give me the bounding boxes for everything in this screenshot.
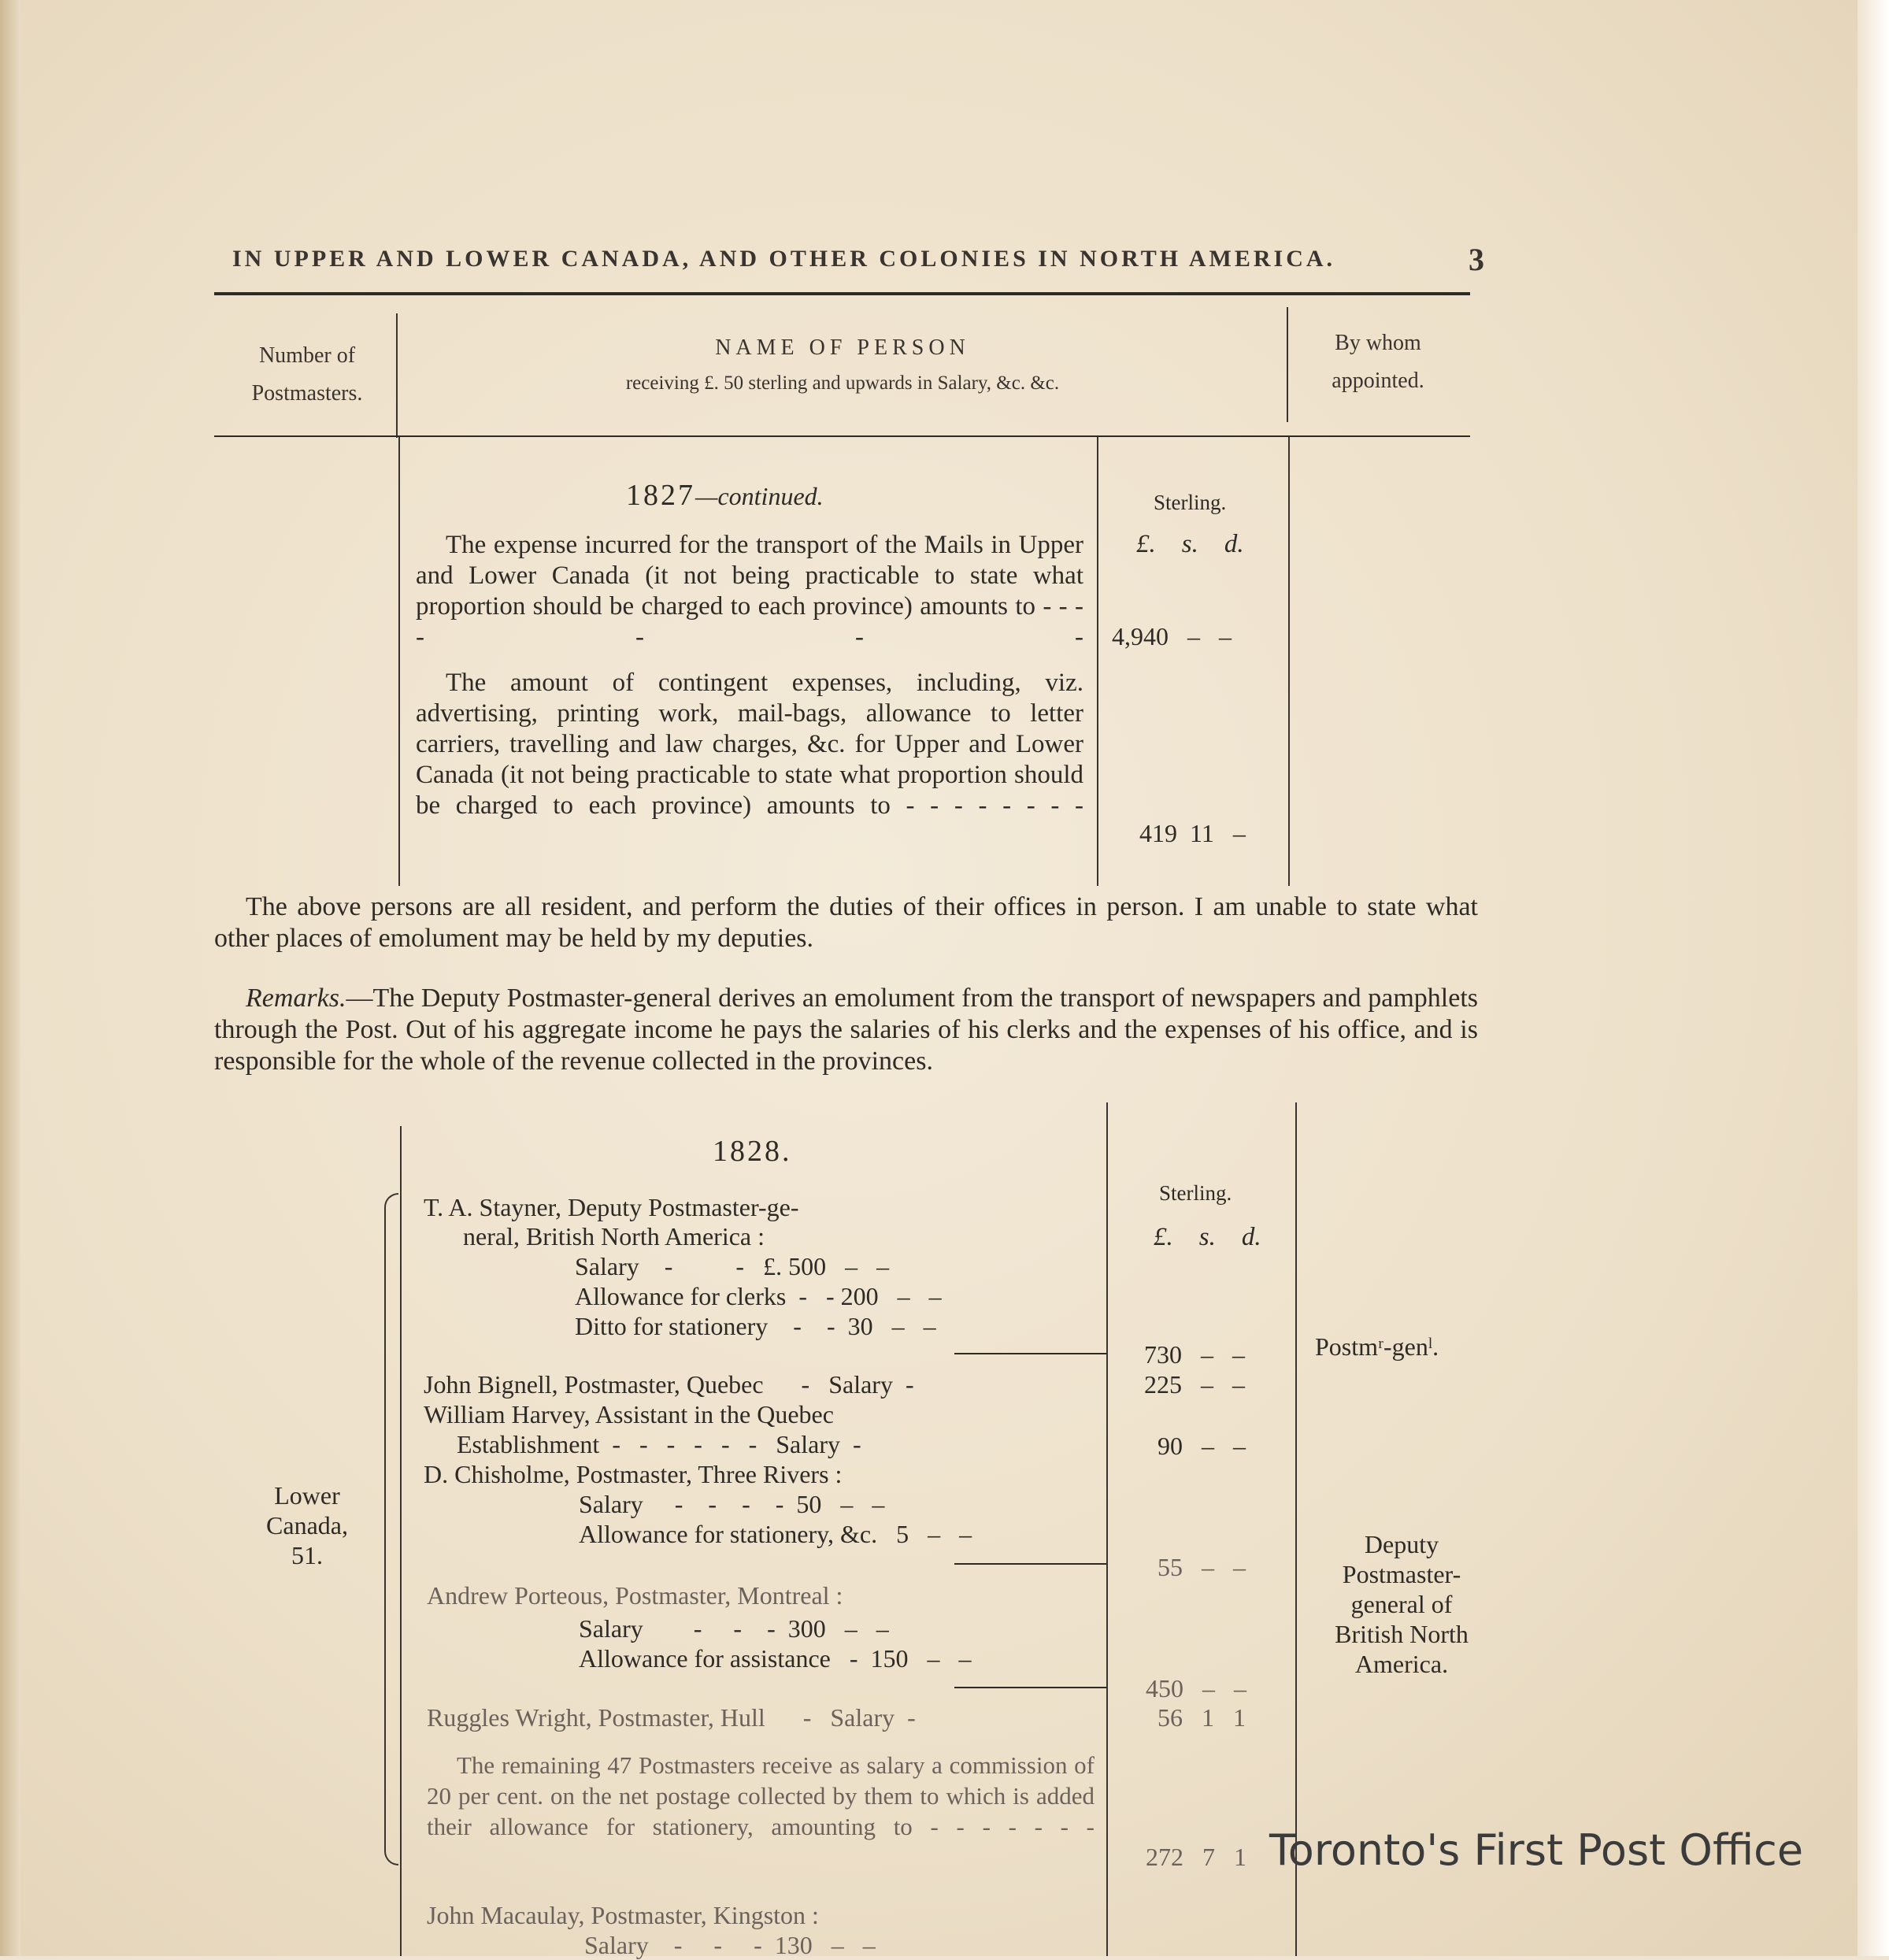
stayner-line-1: T. A. Stayner, Deputy Postmaster-ge- (424, 1193, 799, 1221)
lsd-header-1828: £. s. d. (1154, 1223, 1261, 1251)
deputy-line-4: British North (1335, 1620, 1469, 1648)
rule-1828-left (400, 1126, 402, 1956)
harvey-line-2: Establishment - - - - - - Salary - (457, 1430, 861, 1458)
stayner-clerks: Allowance for clerks - - 200 – – (575, 1282, 942, 1310)
rule-1828-money (1106, 1102, 1108, 1956)
porteous-assistance: Allowance for assistance - 150 – – (579, 1644, 972, 1673)
running-title (232, 242, 1484, 277)
region-lower-canada (236, 1480, 378, 1570)
remarks-label: Remarks. (246, 984, 346, 1013)
stayner-stationery: Ditto for stationery - - 30 – – (575, 1312, 936, 1340)
year-1828: 1828. (713, 1135, 792, 1168)
region-line-3: 51. (291, 1541, 323, 1569)
watermark-caption: Toronto's First Post Office (1269, 1825, 1804, 1875)
harvey-line-1: William Harvey, Assistant in the Quebec (424, 1400, 834, 1428)
remaining-postmasters-paragraph: The remaining 47 Postmasters receive as salary a commission of 20 per cent. on the net postage collected by them to which is added their allowance for stationery, amounting to - - - - - - - (427, 1751, 1095, 1840)
deputy-postmaster-appointed-by (1307, 1529, 1496, 1679)
stayner-appointed-by: Postmʳ-genˡ. (1315, 1332, 1439, 1361)
col-number-line-1: Number of (258, 343, 356, 368)
stayner-total: 730 – – (1144, 1340, 1245, 1369)
harvey-amount: 90 – – (1157, 1432, 1246, 1460)
col-by-whom-line-1: By whom (1335, 331, 1421, 355)
col-name-heading: NAME OF PERSON (715, 335, 970, 360)
lsd-header-1827: £. s. d. (1136, 530, 1244, 558)
col-name-subheading: receiving £. 50 sterling and upwards in Salary, &c. &c. (625, 372, 1060, 394)
chisholme-salary: Salary - - - - 50 – – (579, 1490, 885, 1518)
paragraph-contingent-expenses: The amount of contingent expenses, including, viz. advertising, printing work, mail-bags, allowance to letter carriers, travelling and law charges, &c. for Upper and Lower Canada (it not being practicable to state what proportion should be charged to each province) amounts to - - - - - - - - (416, 669, 1083, 820)
rule-1827-right (1288, 437, 1290, 886)
year-1827 (626, 478, 824, 513)
amount-contingent-expenses: 419 11 – (1139, 819, 1246, 847)
porteous-salary: Salary - - - 300 – – (579, 1614, 889, 1643)
col-by-whom-line-2: appointed. (1332, 368, 1424, 393)
chisholme-stationery: Allowance for stationery, &c. 5 – – (579, 1520, 972, 1548)
bignell-entry: John Bignell, Postmaster, Quebec - Salary - (424, 1370, 914, 1399)
col-number-line-2: Postmasters. (251, 380, 363, 406)
deputy-line-2: Postmaster- (1342, 1560, 1461, 1588)
page-number: 3 (1469, 242, 1484, 277)
amount-mail-transport: 4,940 – – (1112, 622, 1232, 650)
header-rule (214, 292, 1470, 295)
deputy-line-3: general of (1350, 1590, 1453, 1618)
brace-lower-canada (384, 1193, 398, 1866)
macaulay-salary: Salary - - - 130 – – (584, 1931, 876, 1959)
header-divider-1 (396, 313, 398, 438)
header-divider-2 (1287, 307, 1288, 422)
region-line-1: Lower (274, 1481, 340, 1510)
paragraph-mail-transport: The expense incurred for the transport of the Mails in Upper and Lower Canada (it not being practicable to state what proportion should be charged to each province) amounts to - - - - - - - (416, 531, 1083, 651)
remarks-text: —The Deputy Postmaster-general derives an emolument from the transport of newspapers and pamphlets through the Post. Out of his aggregate income he pays the salaries of his clerks and the expenses of his office, and is responsible for the whole of the revenue collected in the provinces. (214, 984, 1478, 1076)
region-line-2: Canada, (266, 1511, 348, 1539)
stayner-subtotal-rule (954, 1353, 1106, 1354)
stayner-salary: Salary - - £. 500 – – (575, 1252, 890, 1280)
year-1827-continued: —continued. (695, 482, 824, 510)
macaulay-line-1: John Macaulay, Postmaster, Kingston : (427, 1901, 819, 1929)
deputy-line-1: Deputy (1364, 1530, 1439, 1558)
page-right-edge (1858, 0, 1889, 1956)
header-bottom-rule (214, 435, 1470, 437)
col-number-of-postmasters (220, 337, 394, 412)
chisholme-line-1: D. Chisholme, Postmaster, Three Rivers : (424, 1460, 843, 1488)
chisholme-subtotal-rule (954, 1563, 1106, 1565)
stayner-line-2: neral, British North America : (463, 1222, 765, 1250)
remarks-paragraph (214, 983, 1478, 1077)
year-1827-number: 1827 (626, 479, 695, 512)
page-left-edge (0, 0, 20, 1956)
col-name-of-person (409, 329, 1276, 400)
wright-entry: Ruggles Wright, Postmaster, Hull - Salary - (427, 1703, 916, 1732)
running-title-text: IN UPPER AND LOWER CANADA, AND OTHER COLONIES IN NORTH AMERICA. (232, 246, 1336, 272)
rule-1827-money (1097, 437, 1098, 886)
statement-paragraph: The above persons are all resident, and perform the duties of their offices in person. I am unable to state what other places of emolument may be held by my deputies. (214, 892, 1478, 953)
chisholme-total: 55 – – (1157, 1553, 1246, 1581)
porteous-total: 450 – – (1146, 1674, 1246, 1702)
porteous-subtotal-rule (954, 1687, 1106, 1688)
porteous-line-1: Andrew Porteous, Postmaster, Montreal : (427, 1581, 843, 1610)
deputy-line-5: America. (1354, 1650, 1449, 1678)
col-by-whom (1299, 324, 1457, 399)
sterling-label-1827: Sterling. (1154, 491, 1227, 514)
remaining-postmasters-amount: 272 7 1 (1146, 1843, 1246, 1871)
wright-amount: 56 1 1 (1157, 1703, 1246, 1732)
rule-1827-left (398, 437, 400, 886)
bignell-amount: 225 – – (1144, 1370, 1245, 1399)
sterling-label-1828: Sterling. (1159, 1181, 1232, 1205)
